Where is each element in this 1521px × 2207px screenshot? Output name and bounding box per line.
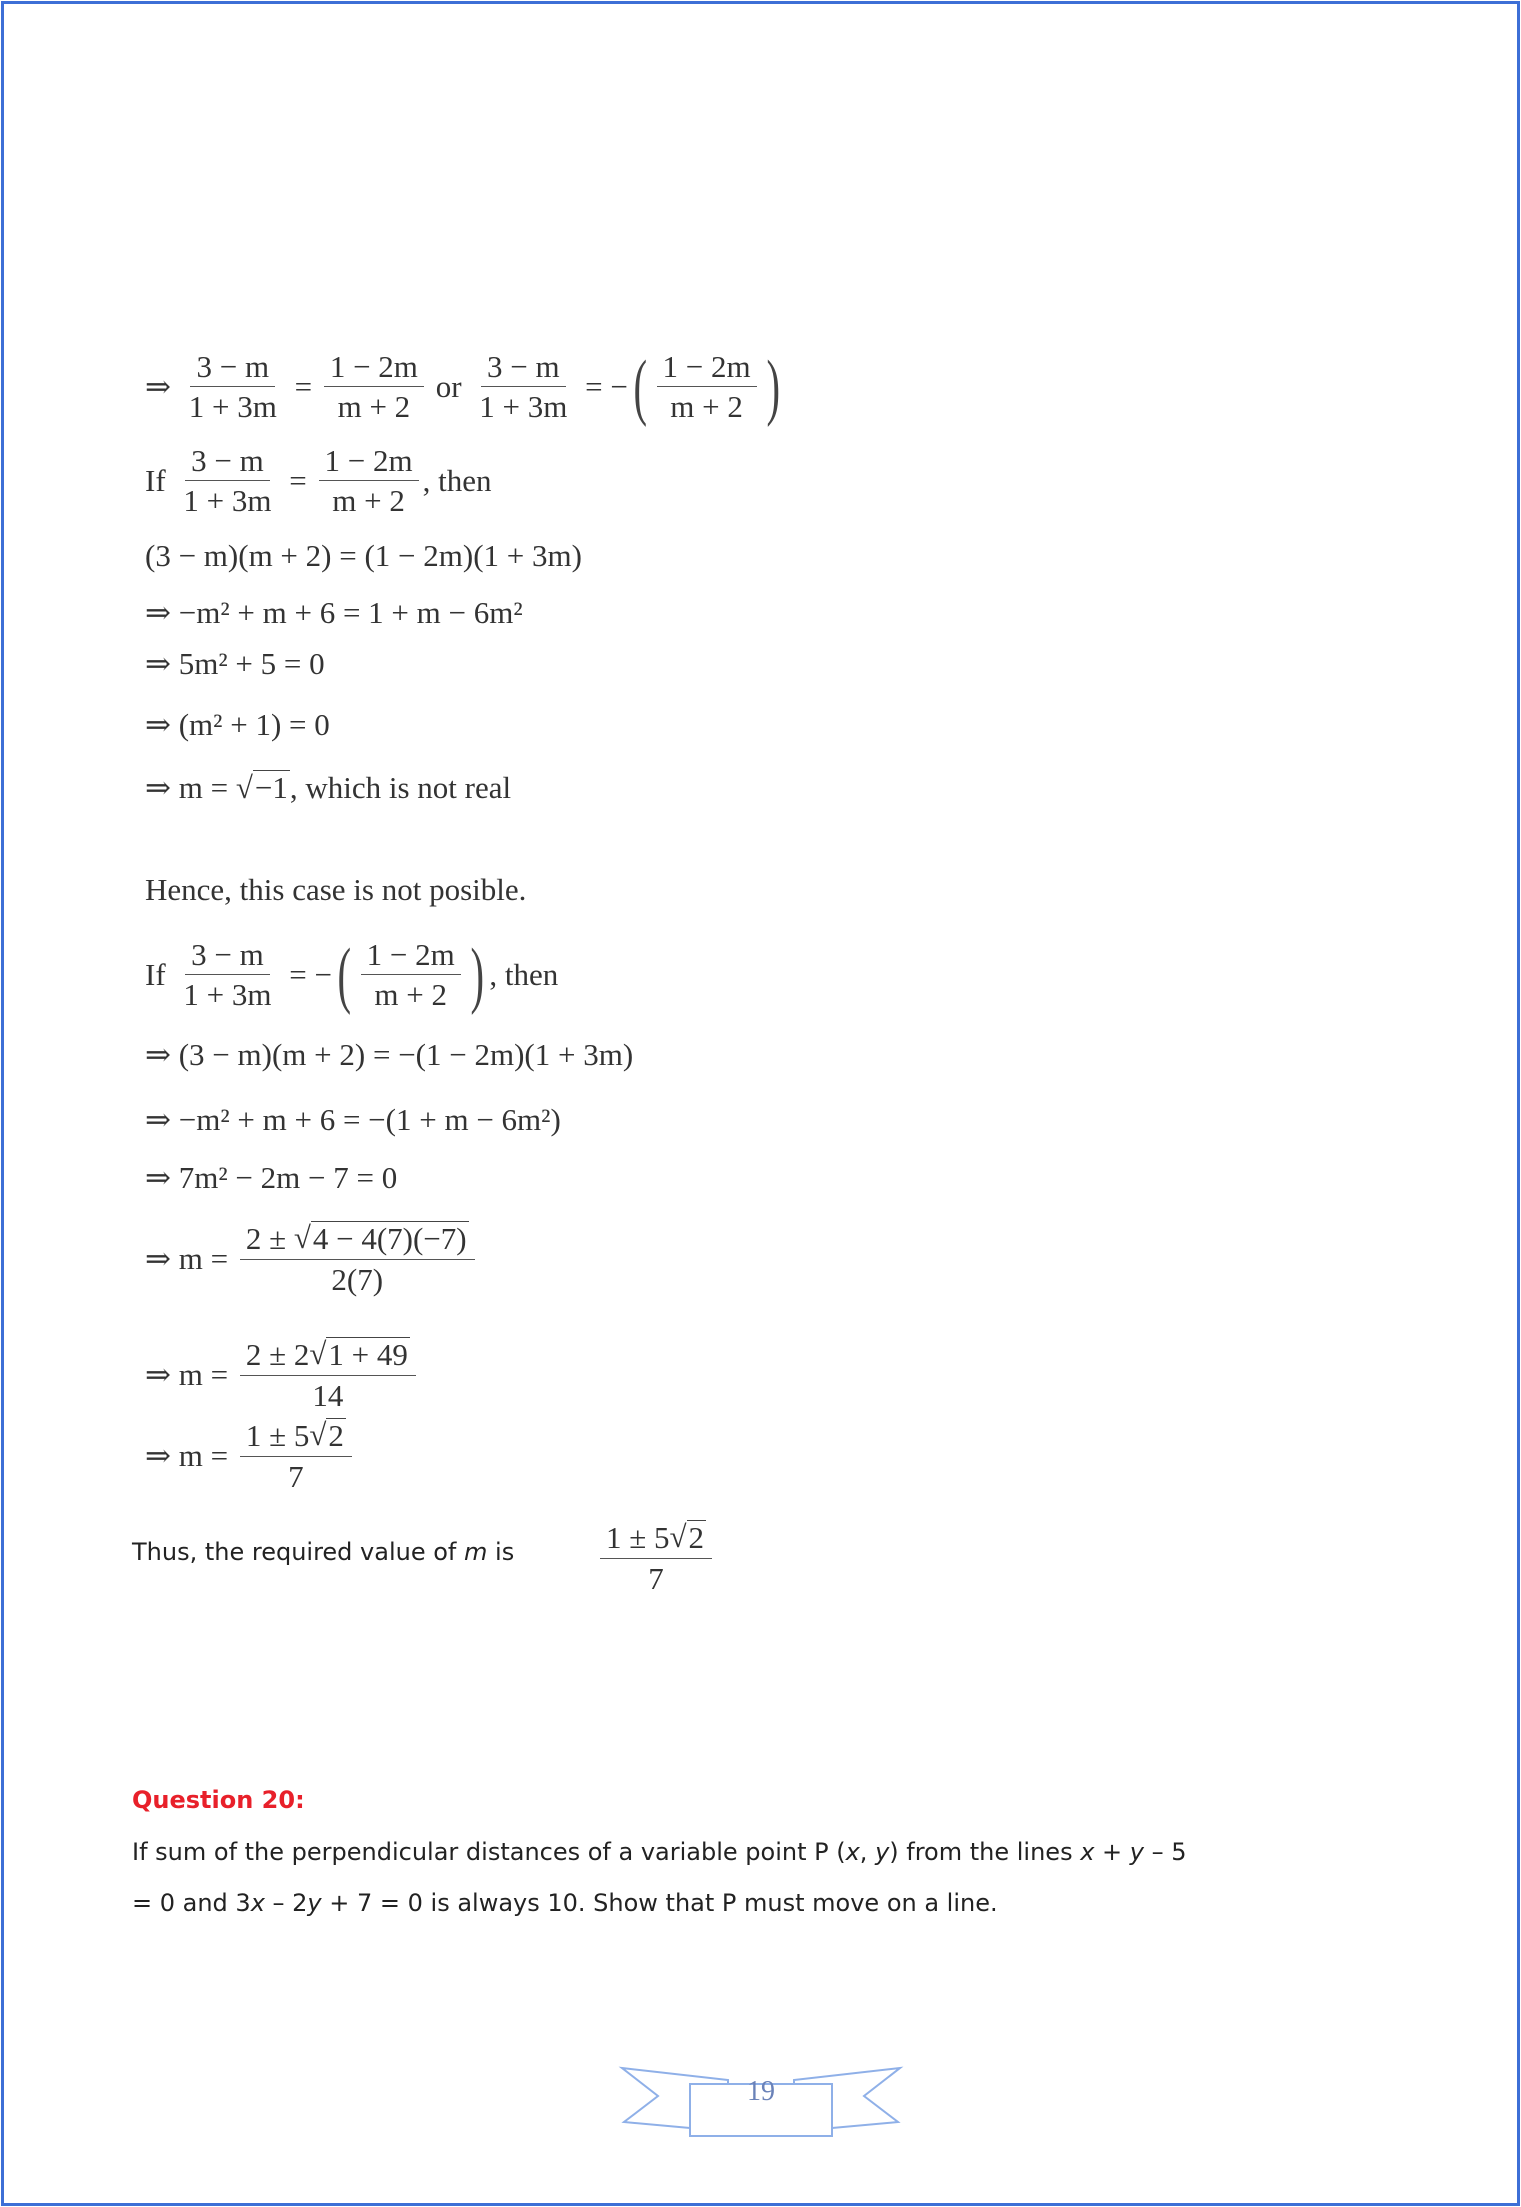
math-group <box>246 1337 410 1372</box>
math-line <box>145 634 325 694</box>
numerator <box>319 444 419 481</box>
square-root <box>309 1418 346 1453</box>
math-group <box>246 1221 469 1256</box>
math-text: = <box>286 369 320 404</box>
radical-sign-icon: √ <box>309 1336 327 1372</box>
numerator <box>240 1337 416 1375</box>
math-variable: y <box>875 1838 890 1866</box>
numerator <box>481 350 566 387</box>
math-text: −1 <box>254 770 288 805</box>
radicand <box>326 1418 346 1453</box>
math-line <box>145 1148 397 1208</box>
math-line <box>145 695 330 755</box>
math-text: If <box>145 463 174 498</box>
numerator <box>361 938 461 975</box>
math-text: ⇒ 7m² − 2m − 7 = 0 <box>145 1160 398 1195</box>
numerator <box>185 938 270 975</box>
conclusion-text <box>132 1538 514 1566</box>
math-text: 1 − 2m <box>324 442 413 478</box>
math-group <box>606 1520 706 1555</box>
fraction <box>361 938 461 1012</box>
math-variable: x <box>845 1838 860 1866</box>
math-text: m + 2 <box>374 977 447 1012</box>
math-variable: y <box>1129 1838 1144 1866</box>
math-variable: x <box>250 1889 265 1917</box>
math-line <box>145 1025 633 1085</box>
math-text: 1 + 3m <box>479 389 568 424</box>
math-text: ) from the lines <box>889 1838 1081 1866</box>
fraction <box>473 350 573 424</box>
left-paren: ( <box>337 934 352 1016</box>
math-text: ⇒ m = <box>145 1438 236 1473</box>
math-text: 1 − 2m <box>662 348 751 384</box>
math-text: m + 2 <box>332 483 405 518</box>
conclusion-answer <box>596 1519 716 1596</box>
math-text: = <box>281 463 315 498</box>
math-text: ⇒ m = <box>145 770 236 805</box>
numerator <box>324 350 424 387</box>
fraction <box>240 1337 416 1412</box>
radicand <box>253 770 290 805</box>
math-text: 1 + 49 <box>328 1337 408 1373</box>
math-text: m + 2 <box>337 389 411 424</box>
conclusion-variable: m <box>464 1538 488 1566</box>
square-root <box>309 1337 410 1372</box>
math-line <box>145 1417 356 1494</box>
math-group <box>653 350 761 424</box>
math-text: = − <box>577 369 628 404</box>
math-group <box>145 444 491 518</box>
fraction <box>324 350 424 424</box>
math-group <box>145 1037 633 1073</box>
math-text: 4 − 4(7)(−7) <box>312 1221 467 1257</box>
math-group <box>132 1889 998 1917</box>
math-text: , then <box>489 957 559 992</box>
denominator <box>473 387 573 424</box>
math-text: 1 − 2m <box>366 936 455 972</box>
math-line <box>145 934 559 1016</box>
math-group <box>145 1160 397 1196</box>
math-text: If sum of the perpendicular distances of a variable point P ( <box>132 1838 846 1866</box>
math-text: or <box>427 369 470 404</box>
parenthesized-expression <box>332 934 489 1016</box>
denominator <box>368 975 453 1012</box>
math-line <box>145 1090 561 1150</box>
denominator <box>282 1457 310 1494</box>
parenthesized-expression <box>628 346 785 428</box>
numerator <box>185 444 270 481</box>
math-group <box>145 707 330 743</box>
math-text: 2 <box>688 1520 705 1556</box>
math-line <box>145 1336 420 1413</box>
denominator <box>306 1376 349 1413</box>
math-group <box>145 1221 479 1296</box>
conclusion-prefix: Thus, the required value of <box>132 1538 464 1566</box>
math-group <box>145 1418 356 1493</box>
fraction <box>657 350 757 424</box>
numerator <box>240 1221 475 1259</box>
math-group <box>357 938 465 1012</box>
math-text: 7 <box>648 1560 664 1596</box>
math-text: – 5 <box>1143 1838 1187 1866</box>
fraction <box>183 350 283 424</box>
math-text: + 7 = 0 is always 10. Show that P must move on a line. <box>321 1889 998 1917</box>
math-text: ⇒ m = <box>145 1357 236 1392</box>
math-line <box>145 1220 479 1297</box>
math-text: m + 2 <box>670 389 743 424</box>
math-text: 3 − m <box>191 442 264 478</box>
denominator <box>183 387 283 424</box>
fraction <box>177 444 277 518</box>
math-text: 1 − 2m <box>329 348 418 384</box>
math-text: 1 ± 5 <box>245 1417 310 1453</box>
denominator <box>177 975 277 1012</box>
math-line <box>145 346 785 428</box>
math-text: ⇒ (3 − m)(m + 2) = −(1 − 2m)(1 + 3m) <box>145 1037 634 1072</box>
numerator <box>240 1418 352 1456</box>
math-text: , <box>859 1838 876 1866</box>
denominator <box>332 387 417 424</box>
denominator <box>642 1559 670 1596</box>
math-group <box>246 1418 346 1453</box>
math-text: ⇒ 5m² + 5 = 0 <box>145 646 325 681</box>
square-root <box>670 1520 707 1555</box>
fraction <box>240 1418 352 1493</box>
math-text: + <box>1094 1838 1130 1866</box>
math-text: 2 ± <box>245 1220 294 1256</box>
page-number: 19 <box>747 2076 775 2107</box>
math-text: 2 ± 2 <box>245 1336 310 1372</box>
math-group <box>145 1337 420 1412</box>
denominator <box>326 481 411 518</box>
math-group <box>145 346 785 428</box>
math-group <box>145 934 559 1016</box>
question-text-line-1 <box>132 1838 1187 1866</box>
math-text: 1 + 3m <box>183 483 272 518</box>
math-text: 3 − m <box>196 348 270 384</box>
conclusion-suffix: is <box>487 1538 515 1566</box>
math-line <box>145 442 492 518</box>
denominator <box>664 387 749 424</box>
fraction <box>240 1221 475 1296</box>
radical-sign-icon: √ <box>293 1220 311 1256</box>
math-group <box>132 1838 1187 1866</box>
math-text: ⇒ −m² + m + 6 = −(1 + m − 6m²) <box>145 1102 561 1137</box>
hence-text: Hence, this case is not posible. <box>145 872 527 907</box>
square-root <box>236 770 290 806</box>
math-text: 1 + 3m <box>183 977 272 1012</box>
radical-sign-icon: √ <box>669 1519 687 1555</box>
math-group <box>145 595 523 631</box>
math-text: ⇒ (m² + 1) = 0 <box>145 707 330 742</box>
math-text: = − <box>281 957 332 992</box>
math-text: (3 − m)(m + 2) = (1 − 2m)(1 + 3m) <box>145 538 582 573</box>
numerator <box>190 350 275 387</box>
math-variable: y <box>307 1889 322 1917</box>
fraction <box>319 444 419 518</box>
math-group <box>145 646 325 682</box>
math-text: 14 <box>312 1377 344 1413</box>
radicand <box>326 1337 409 1372</box>
denominator <box>325 1260 389 1297</box>
math-text: 2(7) <box>331 1261 384 1297</box>
math-text: ⇒ <box>145 369 179 404</box>
math-text: 7 <box>288 1458 304 1494</box>
math-text: , then <box>422 463 492 498</box>
math-text: 1 + 3m <box>188 389 277 424</box>
math-variable: x <box>1080 1838 1095 1866</box>
radical-sign-icon: √ <box>309 1417 327 1453</box>
math-text: If <box>145 957 174 992</box>
left-paren: ( <box>633 346 647 428</box>
numerator <box>657 350 757 387</box>
question-text-line-2 <box>132 1889 998 1917</box>
question-heading: Question 20: <box>132 1786 305 1814</box>
math-group <box>145 770 511 806</box>
math-group <box>596 1520 716 1595</box>
right-paren: ) <box>470 934 484 1016</box>
math-group <box>145 538 582 574</box>
math-text: 3 − m <box>191 936 264 972</box>
numerator <box>600 1520 712 1558</box>
fraction <box>600 1520 712 1595</box>
math-line <box>145 526 582 586</box>
square-root <box>294 1221 469 1256</box>
denominator <box>177 481 277 518</box>
math-text: = 0 and 3 <box>132 1889 251 1917</box>
radicand <box>687 1520 707 1555</box>
math-text: – 2 <box>264 1889 308 1917</box>
right-paren: ) <box>766 346 780 428</box>
radicand <box>311 1221 469 1256</box>
radical-sign-icon: √ <box>235 770 253 805</box>
math-group <box>145 1102 561 1138</box>
math-line <box>145 758 511 818</box>
math-text: ⇒ m = <box>145 1241 236 1276</box>
math-text: 2 <box>328 1418 344 1454</box>
fraction <box>177 938 277 1012</box>
math-text: , which is not real <box>289 770 512 805</box>
math-text: 1 ± 5 <box>606 1519 670 1555</box>
math-text: ⇒ −m² + m + 6 = 1 + m − 6m² <box>145 595 523 630</box>
math-text: 3 − m <box>487 348 560 384</box>
